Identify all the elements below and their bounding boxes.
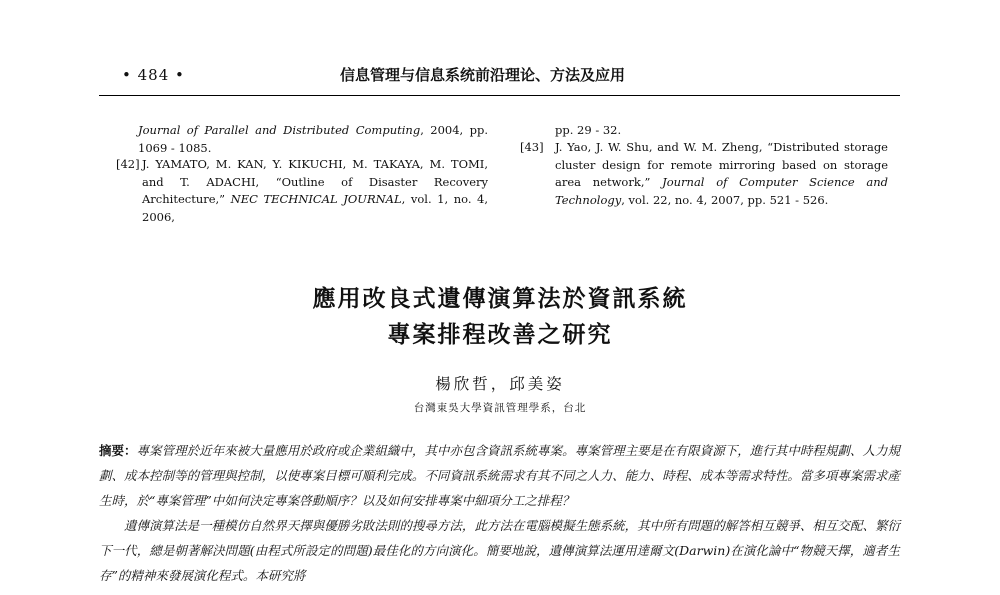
- reference-journal: NEC TECHNICAL JOURNAL: [230, 192, 402, 206]
- paper-title-line-1: 應用改良式遺傳演算法於資訊系統: [312, 286, 688, 312]
- author-affiliation: 台灣東吳大學資訊管理學系，台北: [413, 402, 587, 414]
- reference-authors: J. YAMATO, M. KAN, Y. KIKUCHI, M. TAKAYA, M. TOMI, and T. ADACHI, “Outline of Disaster Recovery Architecture,”: [142, 157, 488, 206]
- reference-number: [43]: [520, 140, 544, 154]
- paper-authors: 楊欣哲，邱美姿: [435, 375, 565, 393]
- abstract-paragraph-1: [99, 438, 900, 513]
- reference-pages: pp. 29 - 32.: [555, 123, 622, 137]
- abstract-label: 摘要：: [99, 443, 137, 458]
- abstract-text-2: 遺傳演算法是一種模仿自然界天擇與優勝劣敗法則的搜尋方法，此方法在電腦模擬生態系統，其中所有問題的解答相互競爭、相互交配、繁衍下一代，總是朝著解決問題(由程式所設定的問題)最佳化的方向演化。簡要地說，遺傳演算法運用達爾文(Darwin)在演化論中“物競天擇，適者生存”的精神來發展演化程式。本研究將: [99, 518, 900, 583]
- reference-details: , vol. 1, no. 4, 2006,: [142, 192, 489, 224]
- page-number: • 484 •: [122, 66, 185, 84]
- reference-journal: Journal of Parallel and Distributed Computing: [138, 123, 421, 137]
- page-header: [0, 0, 1000, 96]
- reference-details: , 2004, pp. 1069 - 1085.: [138, 123, 488, 155]
- running-title: 信息管理与信息系统前沿理论、方法及应用: [340, 66, 626, 84]
- reference-42-continuation: [555, 122, 855, 140]
- reference-41-continuation: [138, 122, 488, 157]
- reference-body: [555, 139, 888, 209]
- reference-journal: Journal of Computer Science and Technology: [555, 175, 888, 207]
- reference-details: , vol. 22, no. 4, 2007, pp. 521 - 526.: [621, 192, 829, 207]
- paper-title-line-2: 專案排程改善之研究: [387, 322, 613, 348]
- abstract: [99, 438, 900, 588]
- header-rule: [99, 95, 900, 96]
- reference-authors: J. Yao, J. W. Shu, and W. M. Zheng, “Distributed storage cluster design for remote mirroring based on storage area network,”: [555, 140, 888, 189]
- abstract-text-1: 專案管理於近年來被大量應用於政府或企業組織中，其中亦包含資訊系統專案。專案管理主要是在有限資源下，進行其中時程規劃、人力規劃、成本控制等的管理與控制，以使專案目標可順利完成。不同資訊系統需求有其不同之人力、能力、時程、成本等需求特性。當多項專案需求產生時，於“專案管理”中如何決定專案啓動順序？以及如何安排專案中細項分工之排程？: [99, 443, 900, 508]
- abstract-paragraph-2: [99, 513, 900, 588]
- reference-body: [142, 156, 488, 226]
- reference-number: [42]: [116, 157, 140, 171]
